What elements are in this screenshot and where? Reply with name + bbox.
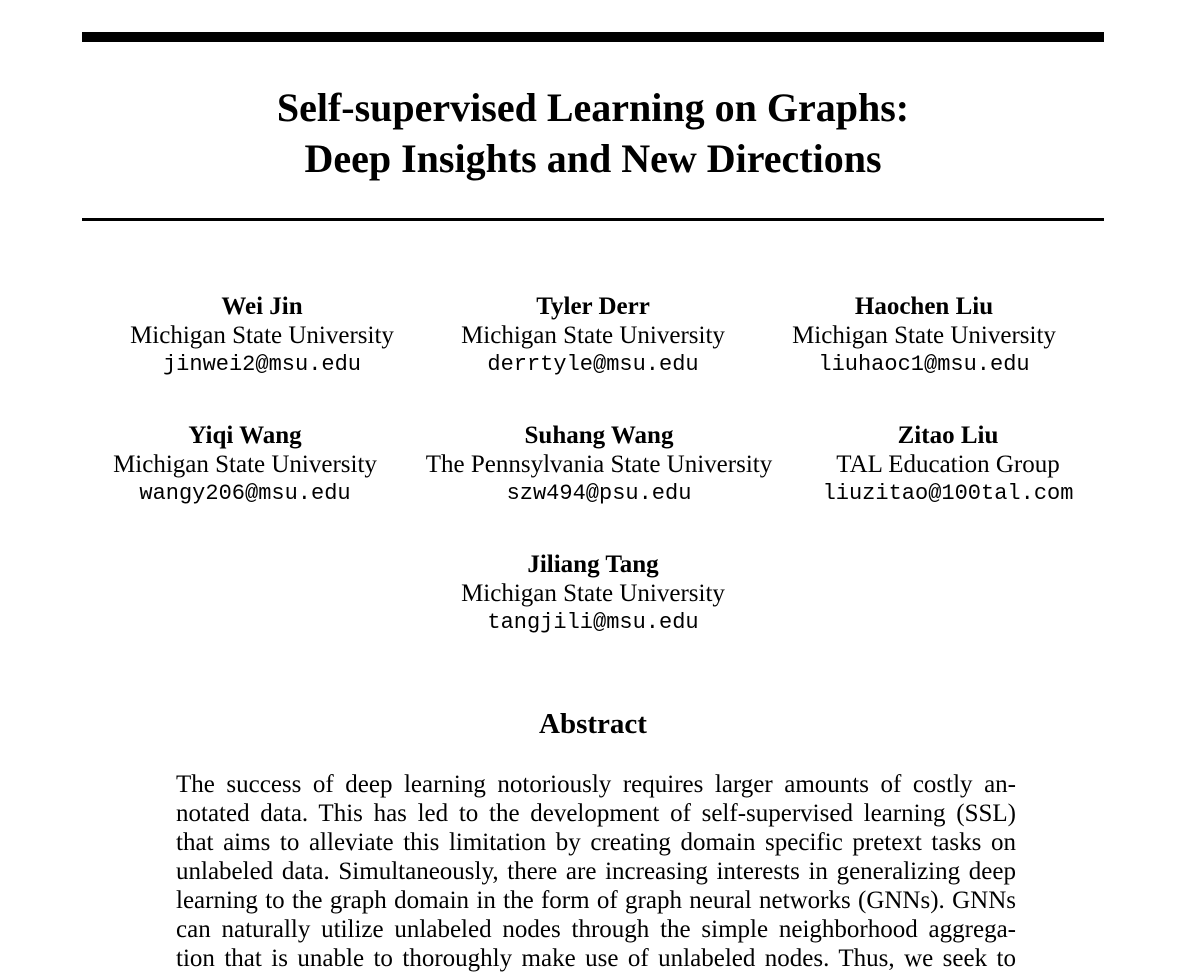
abstract-line: The success of deep learning notoriously requires larger amounts of costly an- <box>176 771 1016 798</box>
paper-title <box>82 82 1104 184</box>
author-affiliation: The Pennsylvania State University <box>425 451 773 478</box>
author-name: Zitao Liu <box>897 422 999 449</box>
author-email: derrtyle@msu.edu <box>487 352 699 377</box>
author-affiliation: Michigan State University <box>792 322 1056 349</box>
author-block-haochen-liu <box>734 292 1114 379</box>
author-name: Wei Jin <box>221 293 303 320</box>
abstract-line: can naturally utilize unlabeled nodes through the simple neighborhood aggrega- <box>176 916 1016 943</box>
author-name: Yiqi Wang <box>188 422 302 449</box>
title-bottom-rule <box>82 218 1104 221</box>
author-email: szw494@psu.edu <box>506 481 692 506</box>
author-block-jiliang-tang <box>403 550 783 637</box>
author-affiliation: Michigan State University <box>461 322 725 349</box>
abstract-line: learning to the graph domain in the form of graph neural networks (GNNs). GNNs <box>176 887 1016 914</box>
author-name: Tyler Derr <box>536 293 650 320</box>
author-email: liuhaoc1@msu.edu <box>818 352 1030 377</box>
abstract-line: tion that is unable to thoroughly make use of unlabeled nodes. Thus, we seek to <box>176 945 1016 972</box>
author-affiliation: Michigan State University <box>461 580 725 607</box>
abstract-line: unlabeled data. Simultaneously, there are increasing interests in generalizing deep <box>176 858 1016 885</box>
author-name: Haochen Liu <box>854 293 994 320</box>
author-email: liuzitao@100tal.com <box>822 481 1074 506</box>
author-block-yiqi-wang <box>55 421 435 508</box>
author-affiliation: TAL Education Group <box>836 451 1060 478</box>
author-block-zitao-liu <box>758 421 1138 508</box>
author-name: Suhang Wang <box>524 422 674 449</box>
author-block-suhang-wang <box>409 421 789 508</box>
author-email: jinwei2@msu.edu <box>162 352 362 377</box>
author-name: Jiliang Tang <box>527 551 659 578</box>
title-line-2: Deep Insights and New Directions <box>304 136 882 181</box>
abstract-line: notated data. This has led to the development of self-supervised learning (SSL) <box>176 800 1016 827</box>
top-rule <box>82 32 1104 42</box>
abstract-body <box>176 770 1016 973</box>
author-block-tyler-derr <box>403 292 783 379</box>
author-email: wangy206@msu.edu <box>139 481 351 506</box>
abstract-heading: Abstract <box>539 708 647 740</box>
author-affiliation: Michigan State University <box>130 322 394 349</box>
author-email: tangjili@msu.edu <box>487 610 699 635</box>
author-block-wei-jin <box>72 292 452 379</box>
author-affiliation: Michigan State University <box>113 451 377 478</box>
abstract-line: that aims to alleviate this limitation by creating domain specific pretext tasks on <box>176 829 1016 856</box>
title-line-1: Self-supervised Learning on Graphs: <box>276 85 910 130</box>
